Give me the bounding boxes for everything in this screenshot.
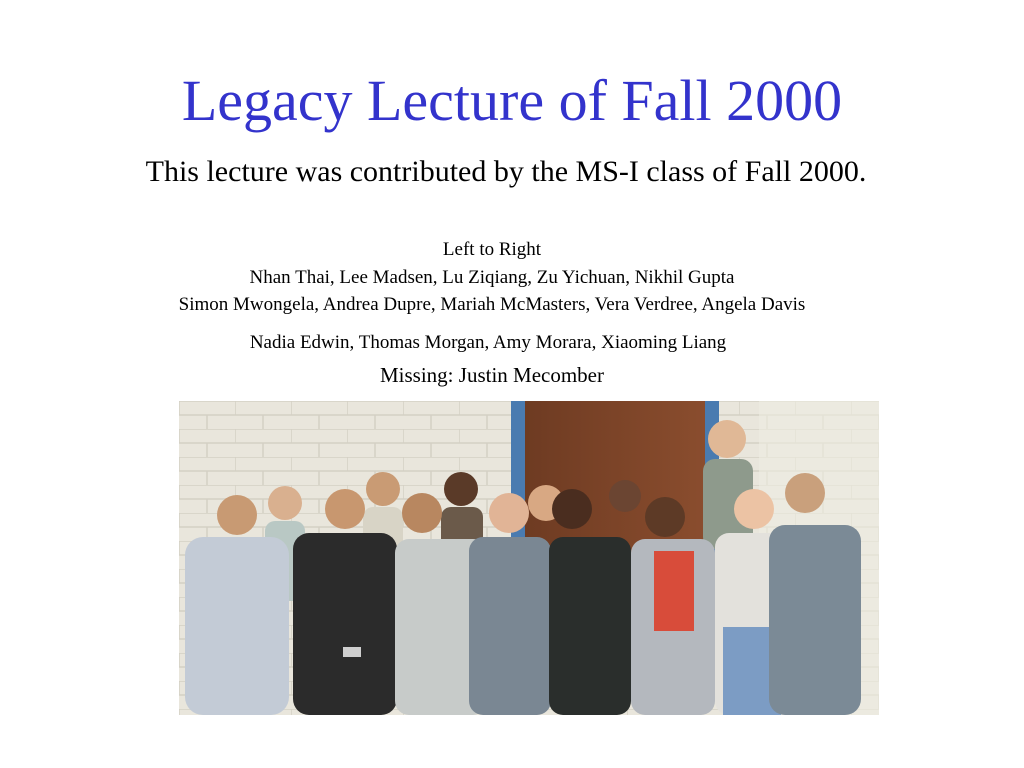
slide-title: Legacy Lecture of Fall 2000 — [181, 68, 843, 133]
caption-header: Left to Right — [442, 239, 542, 260]
caption-row-1: Nhan Thai, Lee Madsen, Lu Ziqiang, Zu Yichuan, Nikhil Gupta — [249, 267, 735, 288]
group-photo — [179, 401, 879, 715]
caption-row-3: Nadia Edwin, Thomas Morgan, Amy Morara, Xiaoming Liang — [249, 332, 727, 353]
caption-missing: Missing: Justin Mecomber — [380, 363, 604, 387]
slide-subtitle: This lecture was contributed by the MS-I class of Fall 2000. — [145, 155, 867, 188]
caption-row-2: Simon Mwongela, Andrea Dupre, Mariah McMasters, Vera Verdree, Angela Davis — [178, 294, 806, 315]
